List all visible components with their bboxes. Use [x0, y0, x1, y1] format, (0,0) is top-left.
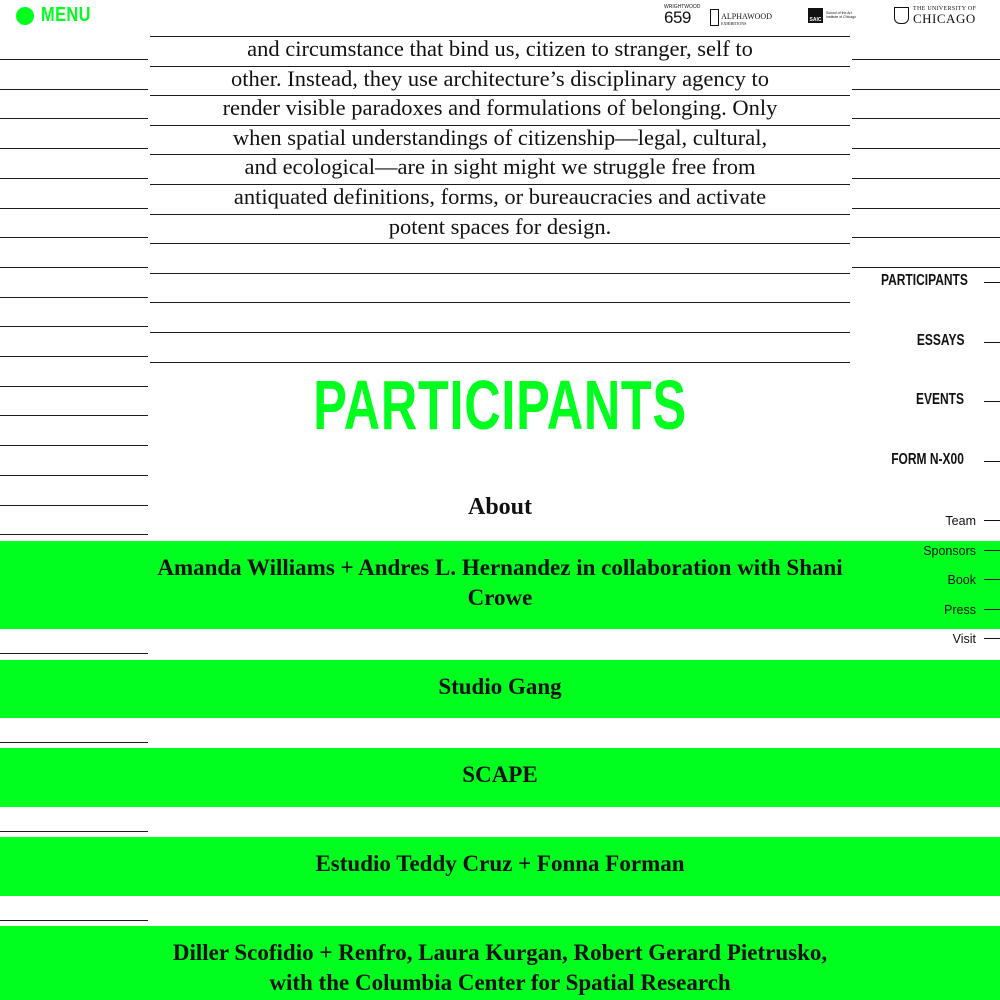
participant-name: Diller Scofidio + Renfro, Laura Kurgan, Robert Gerard Pietrusko, with the Columbia Center for Spatial Research	[172, 940, 828, 995]
side-nav-dash	[984, 520, 1000, 521]
side-nav-form[interactable]	[852, 451, 1000, 471]
saic-logo[interactable]	[808, 4, 864, 26]
ruled-line	[0, 148, 148, 149]
ruled-line	[852, 59, 1000, 60]
wrightwood-logo-number: 659	[664, 8, 691, 27]
ruled-line	[0, 208, 148, 209]
side-nav-sublabel: Team	[945, 514, 976, 528]
side-nav-sublabel: Sponsors	[923, 544, 976, 558]
intro-line: when spatial understandings of citizenship—legal, cultural,	[232, 124, 768, 150]
alphawood-logo-icon	[710, 9, 719, 26]
about-link[interactable]: About	[467, 494, 533, 520]
intro-line: potent spaces for design.	[388, 213, 612, 239]
uchicago-logo-small: THE UNIVERSITY OF	[913, 5, 977, 12]
alphawood-sub: EXHIBITIONS	[721, 21, 747, 26]
saic-logo-mark: SAIC	[808, 8, 823, 23]
ruled-line	[852, 178, 1000, 179]
wrightwood-logo[interactable]	[664, 4, 700, 26]
side-nav-sublabel: Press	[944, 603, 976, 617]
participant-name: Studio Gang	[438, 674, 562, 699]
side-nav-dash	[984, 282, 1000, 283]
side-nav-press[interactable]	[852, 601, 1000, 619]
side-nav-dash	[984, 461, 1000, 462]
ruled-line	[0, 534, 148, 535]
side-nav-label: PARTICIPANTS	[880, 272, 968, 289]
participant-band[interactable]	[0, 926, 1000, 1000]
ruled-line	[0, 59, 148, 60]
intro-line: and circumstance that bind us, citizen to stranger, self to	[247, 36, 753, 61]
side-nav-label: EVENTS	[915, 391, 964, 408]
participant-name: Estudio Teddy Cruz + Fonna Forman	[315, 851, 685, 876]
ruled-line	[0, 89, 148, 90]
side-nav-dash	[984, 401, 1000, 402]
uchicago-logo-big: CHICAGO	[913, 10, 976, 26]
side-nav-visit[interactable]	[852, 630, 1000, 648]
side-nav-participants[interactable]	[852, 272, 1000, 292]
ruled-line	[0, 920, 148, 921]
ruled-line	[852, 237, 1000, 238]
ruled-line	[852, 148, 1000, 149]
side-nav-events[interactable]	[852, 391, 1000, 411]
ruled-line	[150, 332, 850, 333]
intro-line: render visible paradoxes and formulations of belonging. Only	[222, 95, 778, 121]
ruled-line	[150, 362, 850, 363]
menu-button[interactable]	[16, 4, 102, 27]
side-nav-sponsors[interactable]	[852, 542, 1000, 560]
intro-line: antiquated definitions, forms, or bureaucracies and activate	[233, 183, 767, 209]
ruled-line	[0, 267, 148, 268]
participant-band[interactable]	[0, 541, 1000, 629]
uchicago-logo-text	[913, 6, 976, 25]
uchicago-logo[interactable]	[894, 4, 984, 26]
side-nav-label: ESSAYS	[916, 332, 964, 349]
ruled-line	[852, 208, 1000, 209]
participant-band[interactable]	[0, 837, 1000, 896]
ruled-line	[0, 326, 148, 327]
menu-dot-icon	[16, 7, 34, 25]
alphawood-name: ALPHAWOOD	[721, 12, 772, 21]
ruled-line	[0, 356, 148, 357]
ruled-line	[0, 445, 148, 446]
intro-line: and ecological—are in sight might we struggle free from	[244, 154, 756, 180]
side-nav-dash	[984, 638, 1000, 639]
ruled-line	[0, 505, 148, 506]
alphawood-logo[interactable]	[710, 4, 772, 26]
side-nav-dash	[984, 609, 1000, 610]
participant-name: SCAPE	[462, 762, 538, 787]
side-nav-book[interactable]	[852, 571, 1000, 589]
participant-band[interactable]	[0, 660, 1000, 718]
ruled-line	[852, 267, 1000, 268]
ruled-line	[0, 415, 148, 416]
participant-name: Amanda Williams + Andres L. Hernandez in collaboration with Shani Crowe	[157, 555, 843, 610]
side-nav-dash	[984, 579, 1000, 580]
side-nav-sublabel: Visit	[952, 632, 976, 646]
ruled-line	[150, 302, 850, 303]
uchicago-shield-icon	[894, 7, 909, 24]
ruled-line	[150, 273, 850, 274]
side-nav-essays[interactable]	[852, 332, 1000, 352]
ruled-line	[0, 237, 148, 238]
top-bar	[0, 0, 1000, 30]
ruled-line	[0, 475, 148, 476]
menu-label: MENU	[41, 4, 91, 26]
alphawood-logo-text	[721, 13, 772, 26]
intro-paragraph	[150, 34, 850, 241]
ruled-line	[852, 89, 1000, 90]
side-nav-dash	[984, 550, 1000, 551]
side-nav-team[interactable]	[852, 512, 1000, 530]
section-title: PARTICIPANTS	[313, 366, 687, 444]
ruled-line	[0, 742, 148, 743]
ruled-line	[0, 386, 148, 387]
intro-line: other. Instead, they use architecture’s disciplinary agency to	[231, 65, 769, 91]
ruled-line	[0, 831, 148, 832]
wrightwood-logo-small: WRIGHTWOOD	[664, 4, 701, 10]
ruled-line	[0, 118, 148, 119]
ruled-line	[852, 118, 1000, 119]
side-nav-label: FORM N-X00	[891, 451, 964, 468]
ruled-line	[0, 653, 148, 654]
ruled-line	[0, 297, 148, 298]
participant-band[interactable]	[0, 748, 1000, 807]
ruled-line	[0, 178, 148, 179]
saic-logo-text: School of the Art Institute of Chicago	[826, 11, 856, 19]
side-nav-sublabel: Book	[947, 573, 976, 587]
side-nav-dash	[984, 342, 1000, 343]
ruled-line	[150, 243, 850, 244]
